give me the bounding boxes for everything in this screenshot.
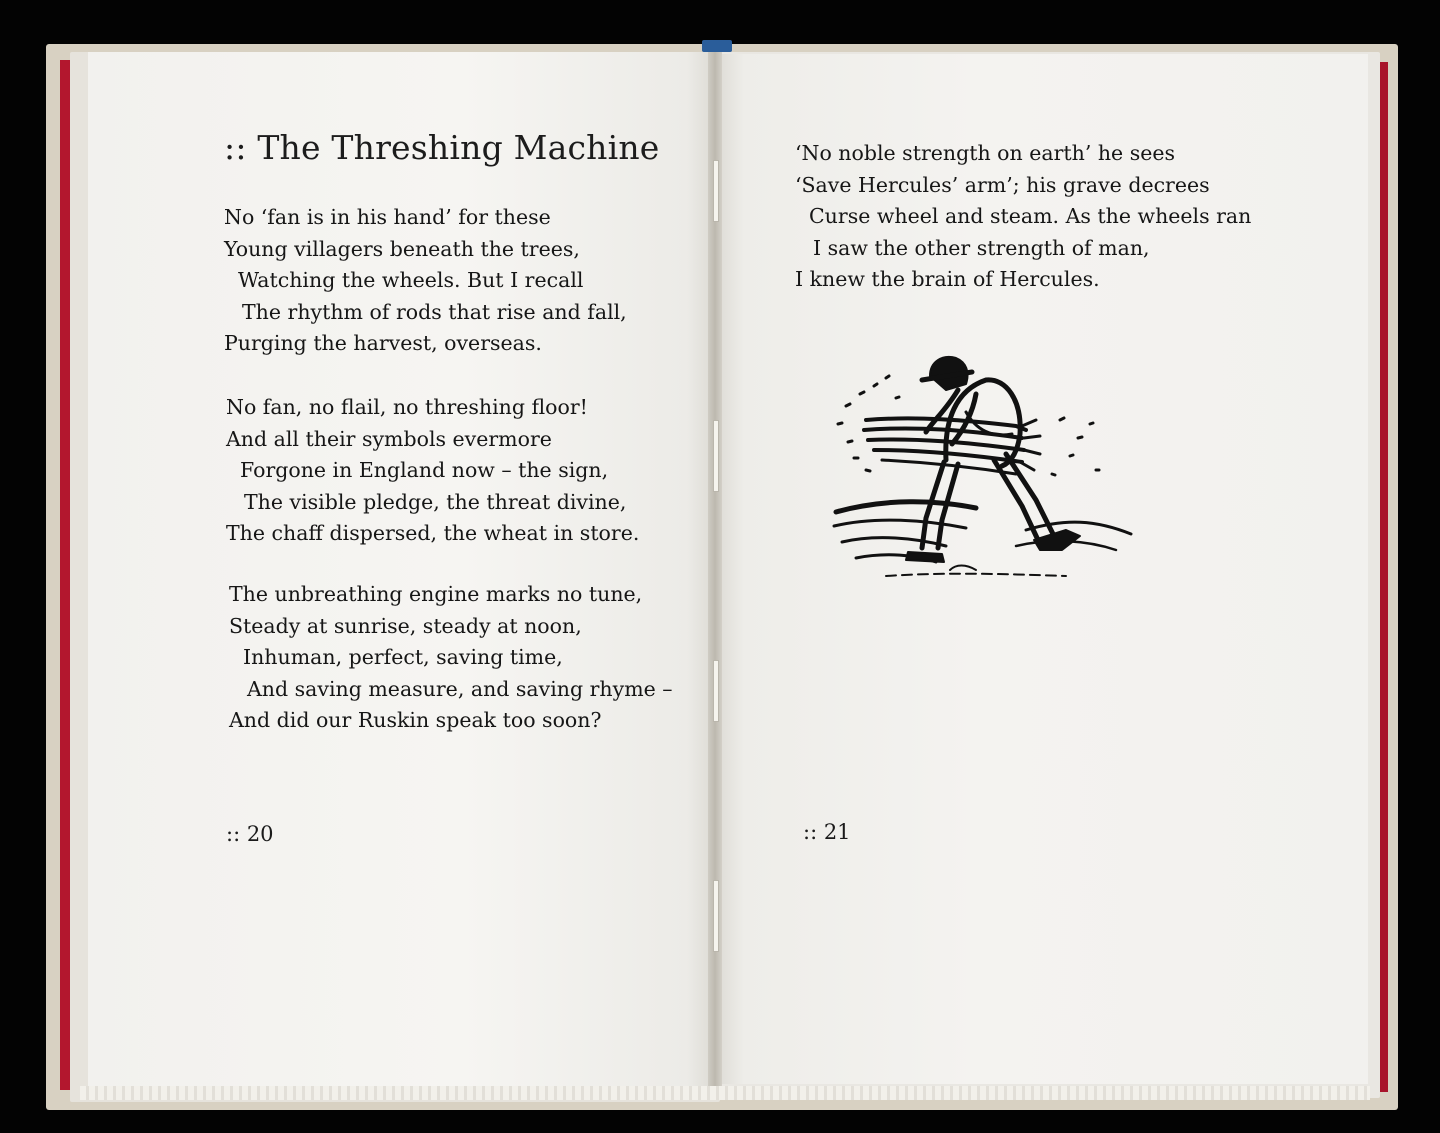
- poem-line: And all their symbols evermore: [226, 426, 552, 451]
- poem-line: I knew the brain of Hercules.: [795, 267, 1100, 291]
- poem-line: And did our Ruskin speak too soon?: [229, 708, 602, 732]
- poem-line: Inhuman, perfect, saving time,: [243, 645, 563, 669]
- poem-line: ‘Save Hercules’ arm’; his grave decrees: [795, 172, 1210, 197]
- poem-line: And saving measure, and saving rhyme –: [247, 676, 673, 701]
- poem-title: :: The Threshing Machine: [224, 128, 660, 167]
- poem-line: Young villagers beneath the trees,: [224, 236, 580, 261]
- poem-line: Steady at sunrise, steady at noon,: [229, 613, 582, 638]
- poem-line: Watching the wheels. But I recall: [238, 268, 584, 292]
- deckled-page-edge: [80, 1086, 1370, 1100]
- stanza-3: [229, 579, 673, 737]
- thresher-woodcut-icon: [826, 350, 1136, 586]
- binding-stitch: [713, 880, 719, 952]
- page-number-right: :: 21: [803, 820, 851, 844]
- poem-line: No ‘fan is in his hand’ for these: [224, 205, 551, 229]
- poem-line: I saw the other strength of man,: [813, 235, 1150, 260]
- binding-stitch: [713, 160, 719, 222]
- poem-line: Purging the harvest, overseas.: [224, 331, 542, 355]
- poem-line: No fan, no flail, no threshing floor!: [226, 395, 588, 419]
- stanza-1: [224, 202, 627, 360]
- page-number-left: :: 20: [226, 822, 274, 846]
- poem-line: The unbreathing engine marks no tune,: [229, 582, 643, 606]
- stanza-4: [795, 138, 1251, 296]
- binding-stitch: [713, 420, 719, 492]
- poem-line: The chaff dispersed, the wheat in store.: [226, 521, 640, 545]
- poem-line: Curse wheel and steam. As the wheels ran: [809, 204, 1252, 228]
- bookmark-ribbon: [702, 40, 732, 52]
- poem-line: The rhythm of rods that rise and fall,: [242, 299, 627, 324]
- poem-line: The visible pledge, the threat divine,: [244, 489, 627, 514]
- poem-line: Forgone in England now – the sign,: [240, 458, 609, 482]
- poem-line: ‘No noble strength on earth’ he sees: [795, 141, 1176, 165]
- stanza-2: [226, 392, 639, 550]
- binding-stitch: [713, 660, 719, 722]
